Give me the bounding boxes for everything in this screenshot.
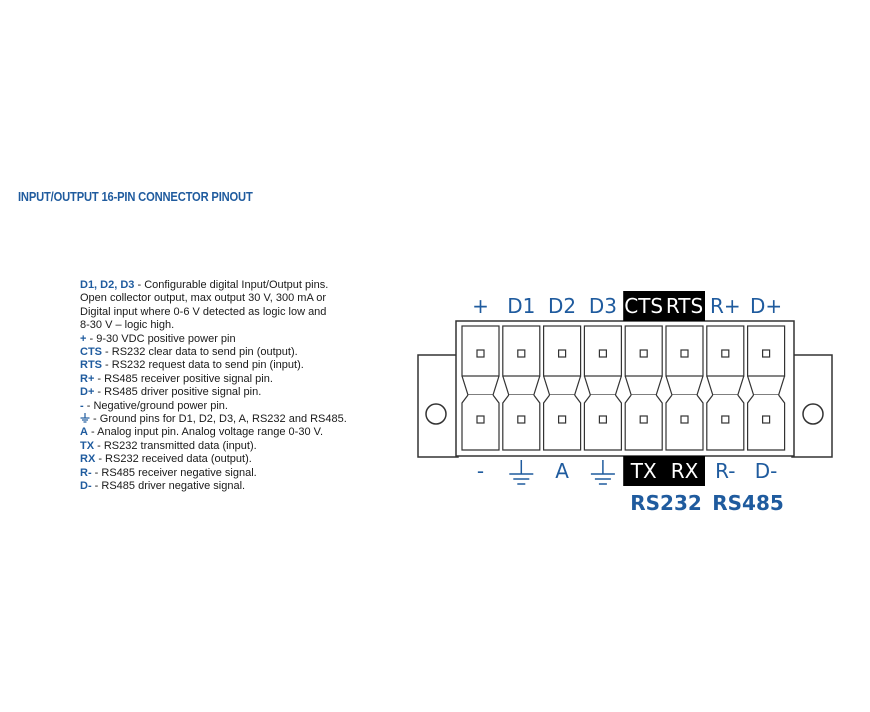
left-screw-hole [426, 404, 446, 424]
legend-key: D- [80, 480, 92, 493]
legend-desc: - RS485 receiver positive signal pin. [94, 372, 273, 385]
legend-desc: - RS232 request data to send pin (input). [102, 359, 304, 372]
pin-contact [722, 416, 729, 423]
legend-key: + [80, 332, 87, 345]
legend-desc: - RS485 driver negative signal. [91, 480, 246, 493]
legend-desc: - Configurable digital Input/Output pins. [134, 279, 329, 291]
pin-contact [518, 350, 525, 357]
bottom-pin-label: RX [670, 459, 699, 483]
top-pin-label: D2 [548, 294, 577, 318]
pin-contact [559, 350, 566, 357]
legend-cont: Digital input where 0-6 V detected as logic low and [80, 305, 327, 318]
group-label-rs485: RS485 [712, 491, 784, 515]
top-pin-label: D+ [750, 294, 783, 318]
legend-key: RX [80, 453, 96, 466]
pin-contact [681, 416, 688, 423]
legend-desc: - 9-30 VDC positive power pin [86, 332, 236, 345]
ground-icon [509, 460, 533, 484]
bottom-pin-labels [477, 456, 778, 486]
legend-cont: Open collector output, max output 30 V, 300 mA or [80, 292, 327, 305]
legend-desc: - RS485 receiver negative signal. [91, 466, 257, 479]
pin-contact [640, 350, 647, 357]
pin-contact [722, 350, 729, 357]
legend-desc: - RS232 clear data to send pin (output). [102, 346, 298, 359]
legend-desc: - RS232 received data (output). [95, 453, 252, 466]
legend-desc: - RS485 driver positive signal pin. [94, 386, 262, 399]
pin-contact [763, 350, 770, 357]
legend-key: CTS [80, 346, 102, 359]
top-pin-label: R+ [709, 294, 741, 318]
pin-contact [640, 416, 647, 423]
top-pin-label: RTS [665, 294, 704, 318]
top-pin-label: CTS [624, 294, 664, 318]
pin-contact [599, 350, 606, 357]
top-pin-label: + [472, 294, 489, 318]
pin-contact [477, 350, 484, 357]
group-label-rs232: RS232 [630, 491, 702, 515]
pin-contact [559, 416, 566, 423]
bottom-pin-label: D- [754, 459, 778, 483]
top-pin-label: D1 [507, 294, 536, 318]
pin-contact [681, 350, 688, 357]
legend-desc: - Negative/ground power pin. [83, 399, 228, 412]
legend-key: A [80, 426, 88, 439]
legend-key: RTS [80, 359, 102, 372]
pin-contact [763, 416, 770, 423]
legend-key: D1, D2, D3 [80, 279, 135, 291]
legend-key: - [80, 399, 84, 412]
legend-key: R+ [80, 372, 95, 385]
pin-contact [518, 416, 525, 423]
bottom-pin-label: A [555, 459, 569, 483]
legend-cont: 8-30 V – logic high. [80, 319, 175, 332]
legend-key: TX [80, 439, 95, 452]
legend-key: R- [80, 466, 92, 479]
pin-contact [599, 416, 606, 423]
legend-desc: - RS232 transmitted data (input). [94, 439, 257, 452]
legend-desc: - Ground pins for D1, D2, D3, A, RS232 and RS485. [90, 413, 347, 426]
bottom-pin-label: TX [630, 459, 657, 483]
ground-icon [591, 460, 615, 484]
page-title: INPUT/OUTPUT 16-PIN CONNECTOR PINOUT [18, 189, 253, 204]
legend-desc: - Analog input pin. Analog voltage range 0-30 V. [87, 426, 324, 439]
bottom-pin-label: - [476, 459, 485, 483]
top-pin-label: D3 [588, 294, 617, 318]
legend-key: D+ [80, 386, 95, 399]
pin-contact [477, 416, 484, 423]
top-pin-labels [472, 291, 782, 321]
bottom-pin-label: R- [715, 459, 736, 483]
right-screw-hole [803, 404, 823, 424]
